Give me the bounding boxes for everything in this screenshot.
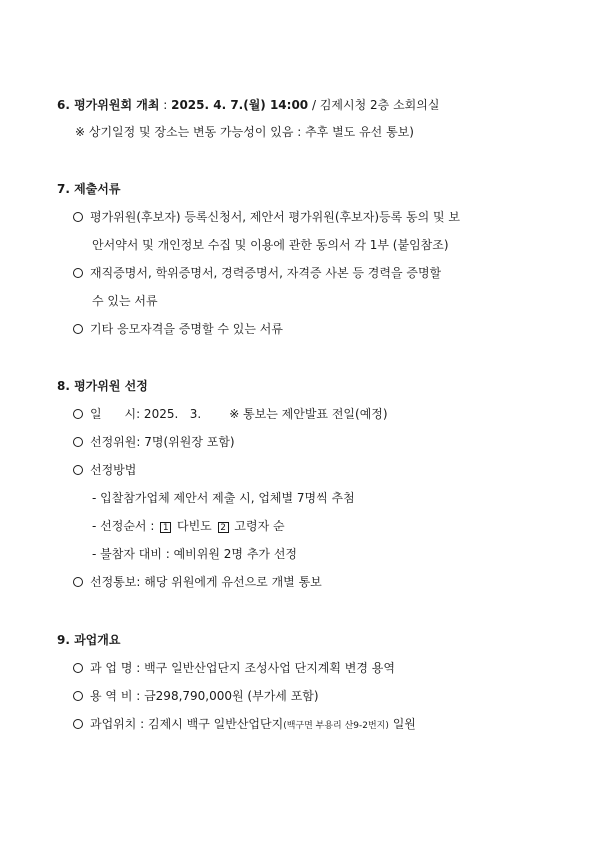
circle-bullet-icon <box>73 577 83 587</box>
project-location-detail: (백구면 부용리 산9-2번지) <box>283 721 389 731</box>
circle-bullet-icon <box>73 691 83 701</box>
list-item <box>73 716 416 734</box>
selection-date-note: ※ 통보는 제안발표 전일(예정) <box>229 407 388 421</box>
selection-method-2 <box>92 518 285 534</box>
list-item <box>73 209 460 225</box>
selection-method-1: - 입찰참가업체 제안서 제출 시, 업체별 7명씩 추첨 <box>92 491 355 505</box>
separator: / <box>308 98 320 112</box>
submit-item-1-line-1: 평가위원(후보자) 등록신청서, 제안서 평가위원(후보자)등록 동의 및 보 <box>90 210 461 224</box>
list-item <box>73 574 322 590</box>
list-item <box>73 406 388 422</box>
circle-bullet-icon <box>73 324 83 334</box>
circle-bullet-icon <box>73 268 83 278</box>
section-8-heading: 8. 평가위원 선정 <box>57 379 148 393</box>
list-item <box>73 688 319 704</box>
selection-method-label: 선정방법 <box>90 463 137 477</box>
circle-bullet-icon <box>73 465 83 475</box>
submit-item-2-line-2: 수 있는 서류 <box>92 294 158 308</box>
order-2-text: 고령자 순 <box>230 519 285 533</box>
list-item <box>73 321 283 337</box>
section-6-line <box>57 97 439 113</box>
circle-bullet-icon <box>73 719 83 729</box>
submit-item-2-line-1: 재직증명서, 학위증명서, 경력증명서, 자격증 사본 등 경력을 증명할 <box>90 266 442 280</box>
selection-method-3: - 불참자 대비 : 예비위원 2명 추가 선정 <box>92 547 297 561</box>
evaluation-place: 김제시청 2층 소회의실 <box>319 98 440 112</box>
selection-date: 일 시: 2025. 3. <box>90 407 202 421</box>
circle-bullet-icon <box>73 409 83 419</box>
selection-notify: 선정통보: 해당 위원에게 유선으로 개별 통보 <box>90 575 322 589</box>
project-location-suffix: 일원 <box>388 717 416 731</box>
list-item <box>73 660 395 676</box>
evaluation-datetime: 2025. 4. 7.(월) 14:00 <box>171 98 309 112</box>
section-9-heading: 9. 과업개요 <box>57 633 121 647</box>
boxed-number-2: 2 <box>218 522 229 533</box>
project-cost: 용 역 비 : 금298,790,000원 (부가세 포함) <box>90 689 319 703</box>
section-6-note: ※ 상기일정 및 장소는 변동 가능성이 있음 : 추후 별도 유선 통보) <box>75 125 414 139</box>
circle-bullet-icon <box>73 437 83 447</box>
section-6-colon: : <box>159 98 172 112</box>
list-item <box>73 265 441 281</box>
list-item <box>73 462 136 478</box>
section-7-heading: 7. 제출서류 <box>57 182 121 196</box>
circle-bullet-icon <box>73 212 83 222</box>
project-location: 과업위치 : 김제시 백구 일반산업단지 <box>90 717 284 731</box>
selection-order-label: - 선정순서 : <box>92 519 159 533</box>
submit-item-1-line-2: 안서약서 및 개인정보 수집 및 이용에 관한 동의서 각 1부 (붙임참조) <box>92 238 449 252</box>
list-item <box>73 434 235 450</box>
boxed-number-1: 1 <box>160 522 171 533</box>
order-1-text: 다빈도 <box>173 519 216 533</box>
project-name: 과 업 명 : 백구 일반산업단지 조성사업 단지계획 변경 용역 <box>90 661 395 675</box>
circle-bullet-icon <box>73 663 83 673</box>
submit-item-3: 기타 응모자격을 증명할 수 있는 서류 <box>90 322 283 336</box>
selection-members: 선정위원: 7명(위원장 포함) <box>90 435 235 449</box>
section-6-heading: 6. 평가위원회 개최 <box>57 98 160 112</box>
